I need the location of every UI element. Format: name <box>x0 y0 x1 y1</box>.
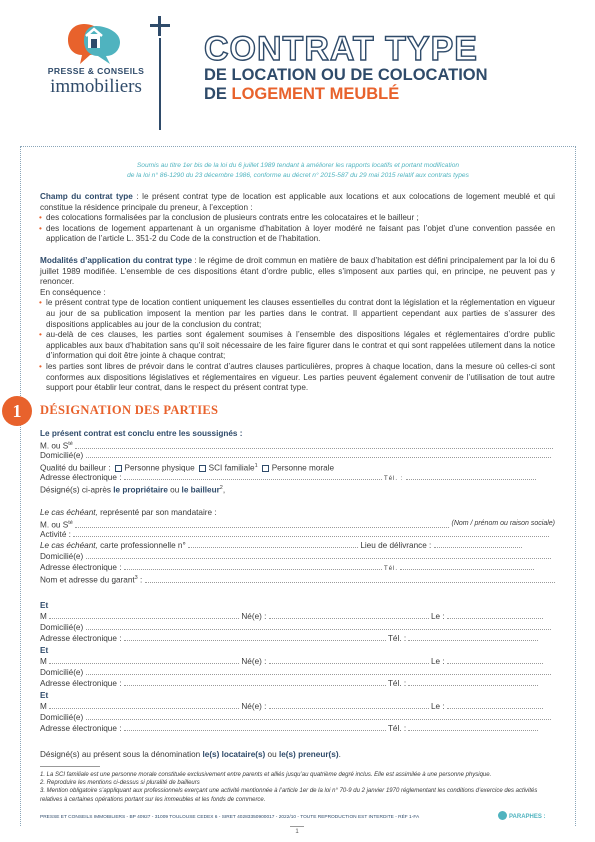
locataire-name-field[interactable]: M Né(e) : Le : <box>40 611 555 622</box>
list-item: • des colocations formalisées par la conclusion de plusieurs contrats entre les colocataires et le bailleur ; <box>40 213 555 224</box>
list-item: • les parties sont libres de prévoir dans le contrat d’autres clauses particulières, propres à chaque location, dans la mesure où celles-ci sont conformes aux dispositions législatives et réglementaires en vigueur. Les parties peuvent également convenir de l’utilisation de tout autre support pour établir leur contrat, dans le respect du présent contrat type. <box>40 362 555 394</box>
section-title: DÉSIGNATION DES PARTIES <box>40 403 219 417</box>
page-number: 1 <box>290 826 304 835</box>
intro-line: Soumis au titre 1er bis de la loi du 6 juillet 1989 tendant à améliorer les rapports locatifs et portant modification <box>136 162 460 169</box>
footnote: 1. La SCI familiale est une personne morale constituée exclusivement entre parents et alliés jusqu’au quatrième degré inclus. Elle est assimilée à une personne physique. <box>40 772 492 778</box>
bailleur-email-field[interactable]: Adresse électronique : Tél. : <box>40 472 555 483</box>
brand-logo <box>36 18 156 108</box>
locataire-block-1: Et M Né(e) : Le : Domicilié(e) Adresse électronique : Tél. : <box>40 600 555 644</box>
bailleur-domicile-field[interactable]: Domicilié(e) <box>40 450 555 461</box>
list-item: • au-delà de ces clauses, les parties sont également soumises à l’ensemble des dispositions légales et réglementaires d’ordre public applicables aux baux d’habitation sans qu’il soit nécessaire de les faire figurer dans le contrat et qui sont rappelées utilement dans la notice d’information qui doit être jointe à chaque contrat; <box>40 330 555 362</box>
paraphes-label: PARAPHES : <box>498 811 546 820</box>
modalites-lead: Modalités d’application du contrat type <box>40 256 193 265</box>
brand-name-line1: PRESSE & CONSEILS <box>47 66 145 76</box>
list-item: • le présent contrat type de location contient uniquement les clauses essentielles du contrat dont la législation et la réglementation en vigueur au jour de sa publication imposent la mention par les parties dans le contrat. Il appartient cependant aux parties de s’assurer des dispositions applicables au jour de la conclusion du contrat; <box>40 298 555 330</box>
garant-field[interactable]: Nom et adresse du garant$^3$ : <box>40 573 555 584</box>
plus-icon <box>150 16 170 36</box>
locataire-block-3: Et M Né(e) : Le : Domicilié(e) Adresse électronique : Tél. : <box>40 690 555 734</box>
checkbox-personne-physique[interactable] <box>115 465 122 472</box>
mandataire-tel-label: Tél. <box>384 566 399 572</box>
header-divider <box>159 38 161 130</box>
subtitle-accent: LOGEMENT MEUBLÉ <box>231 85 400 103</box>
paraphes-icon <box>498 811 507 820</box>
brand-name-line2: immobiliers <box>50 76 142 97</box>
subtitle-prefix: DE <box>204 85 232 103</box>
bailleur-name-field[interactable]: M. ou $S^{té}$ <box>40 439 555 450</box>
locataire-email-field[interactable]: Adresse électronique : Tél. : <box>40 633 555 644</box>
champ-text: : le présent contrat type de location est applicable aux locations et aux colocations de logement meublé et qui constitue la résidence principale du preneur, à l’exception : <box>40 192 555 212</box>
locataire-domicile-field[interactable]: Domicilié(e) <box>40 622 555 633</box>
champ-section <box>40 192 555 245</box>
locataire-email-field[interactable]: Adresse électronique : Tél. : <box>40 678 555 689</box>
mandataire-domicile-field[interactable]: Domicilié(e) <box>40 551 555 562</box>
locataire-name-field[interactable]: M Né(e) : Le : <box>40 701 555 712</box>
legal-intro <box>60 161 536 181</box>
mandataire-email-field[interactable]: Adresse électronique : Tél. <box>40 562 555 573</box>
document-subtitle-line1: DE LOCATION OU DE COLOCATION <box>204 66 488 84</box>
name-note: (Nom / prénom ou raison sociale) <box>451 520 555 527</box>
modalites-section <box>40 256 555 394</box>
footnote: 3. Mention obligatoire s’appliquant aux professionnels exerçant une activité mentionnée à l’article 1er de la loi n° 70-9 du 2 janvier 1970 réglementant les conditions d’exercice des activités relatives à certaines opérations portant sur les immeubles et les fonds de commerce. <box>40 788 538 803</box>
checkbox-sci-familiale[interactable] <box>199 465 206 472</box>
lieu-label: Lieu de délivrance : <box>360 541 432 550</box>
document-subtitle-line2 <box>204 85 399 104</box>
footnote: 2. Reproduire les mentions ci-dessus si pluralité de bailleurs <box>40 780 200 787</box>
champ-lead: Champ du contrat type <box>40 192 133 201</box>
modalites-text: : le régime de droit commun en matière de baux d’habitation est défini principalement par la loi du 6 juillet 1989 modifiée. L’ensemble de ces dispositions étant d’ordre public, elles s’imposent aux parties qui, en principe, ne peuvent pas y renoncer. <box>40 256 555 287</box>
document-title: CONTRAT TYPE <box>204 30 478 68</box>
mandataire-activite-field[interactable]: Activité : <box>40 529 555 540</box>
mandataire-name-field[interactable]: M. ou $S^{té}$ (Nom / prénom ou raison sociale) <box>40 520 555 529</box>
footnotes <box>40 771 555 804</box>
intro-line: de la loi n° 86-1290 du 23 décembre 1986, conforme au décret n° 2015-587 du 29 mai 2015 relatif aux contrats types <box>127 172 469 179</box>
checkbox-personne-morale[interactable] <box>262 465 269 472</box>
mandataire-carte-field[interactable]: Le cas échéant, carte professionnelle n° Lieu de délivrance : <box>40 540 555 551</box>
locataire-name-field[interactable]: M Né(e) : Le : <box>40 656 555 667</box>
locataire-block-2: Et M Né(e) : Le : Domicilié(e) Adresse électronique : Tél. : <box>40 645 555 689</box>
mandataire-block: Le cas échéant, représenté par son mandataire : M. ou $S^{té}$ (Nom / prénom ou raison sociale) Activité : Le cas échéant, carte professionnelle n° Lieu de délivrance : Domicilié(e) Adresse électronique : Tél. Nom et adresse du garant$^3$ : <box>40 508 555 584</box>
bailleur-block <box>40 428 555 494</box>
locataire-email-field[interactable]: Adresse électronique : Tél. : <box>40 723 555 734</box>
locataire-domicile-field[interactable]: Domicilié(e) <box>40 667 555 678</box>
footnote-divider <box>40 766 100 767</box>
bailleur-qualite: Qualité du bailleur : Personne physique SCI familiale$^1$ Personne morale <box>40 463 335 472</box>
bailleur-tel-label: Tél. : <box>384 476 404 482</box>
locataire-designation: Désigné(s) au présent sous la dénomination le(s) locataire(s) ou le(s) preneur(s). <box>40 750 341 759</box>
speech-bubble-logo-icon <box>66 20 122 68</box>
bailleur-designation: Désigné(s) ci-après le propriétaire ou le bailleur$^2$, <box>40 485 226 494</box>
locataire-domicile-field[interactable]: Domicilié(e) <box>40 712 555 723</box>
modalites-consequence: En conséquence : <box>40 287 106 297</box>
bailleur-heading: Le présent contrat est conclu entre les soussignés : <box>40 429 243 438</box>
footer-legal: PRESSE ET CONSEILS IMMOBILIERS - BP 40927 - 31009 TOULOUSE CEDEX 6 - SIRET 40283350900017 - 2022/10 - TOUTE REPRODUCTION EST INTERDITE - RÉF 1-FA <box>40 815 420 820</box>
list-item: • des locations de logement appartenant à un organisme d’habitation à loyer modéré ne faisant pas l’objet d’une convention passée en application de l’article L. 351-2 du Code de la construction et de l’habitation. <box>40 224 555 245</box>
section-number-badge: 1 <box>2 396 32 426</box>
